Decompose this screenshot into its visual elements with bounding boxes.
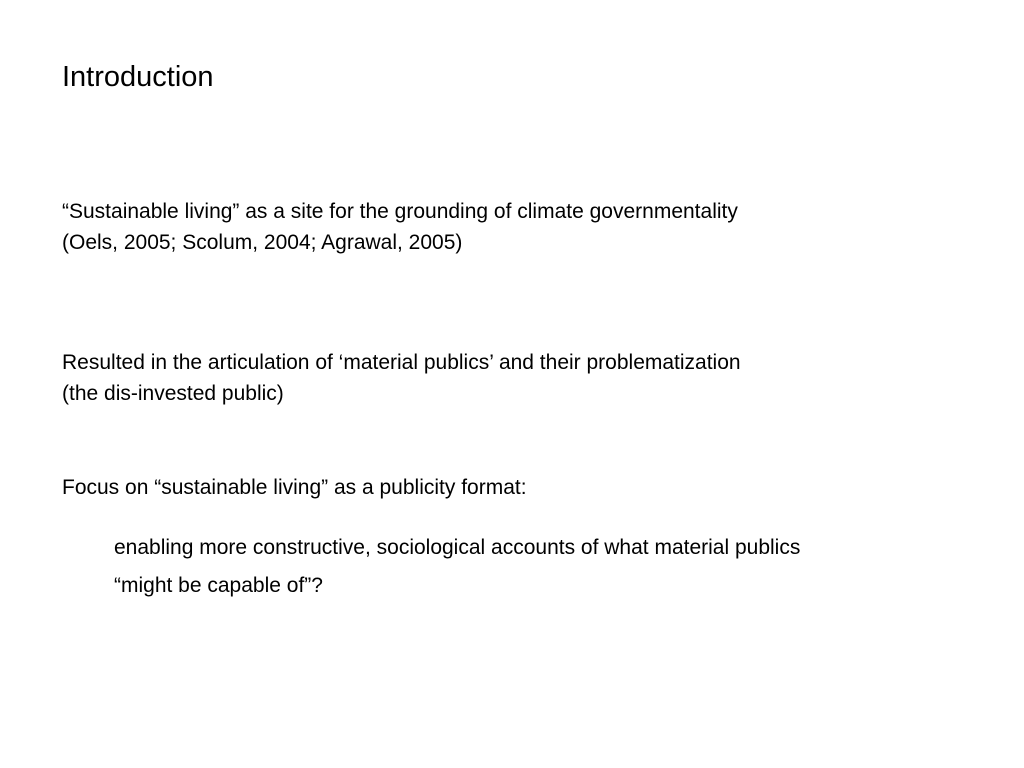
paragraph-material-publics (62, 347, 741, 409)
sub-point-line: “might be capable of”? (114, 574, 323, 597)
sub-point-line: enabling more constructive, sociological accounts of what material publics (114, 536, 801, 559)
paragraph-line: (Oels, 2005; Scolum, 2004; Agrawal, 2005) (62, 231, 463, 254)
slide-title: Introduction (62, 61, 214, 93)
paragraph-line: “Sustainable living” as a site for the grounding of climate governmentality (62, 200, 738, 223)
sub-point (114, 529, 800, 605)
paragraph-sustainable-living (62, 196, 738, 258)
paragraph-line: Focus on “sustainable living” as a publicity format: (62, 476, 527, 499)
paragraph-line: (the dis-invested public) (62, 382, 284, 405)
paragraph-line: Resulted in the articulation of ‘material publics’ and their problematization (62, 351, 741, 374)
paragraph-focus (62, 472, 527, 503)
